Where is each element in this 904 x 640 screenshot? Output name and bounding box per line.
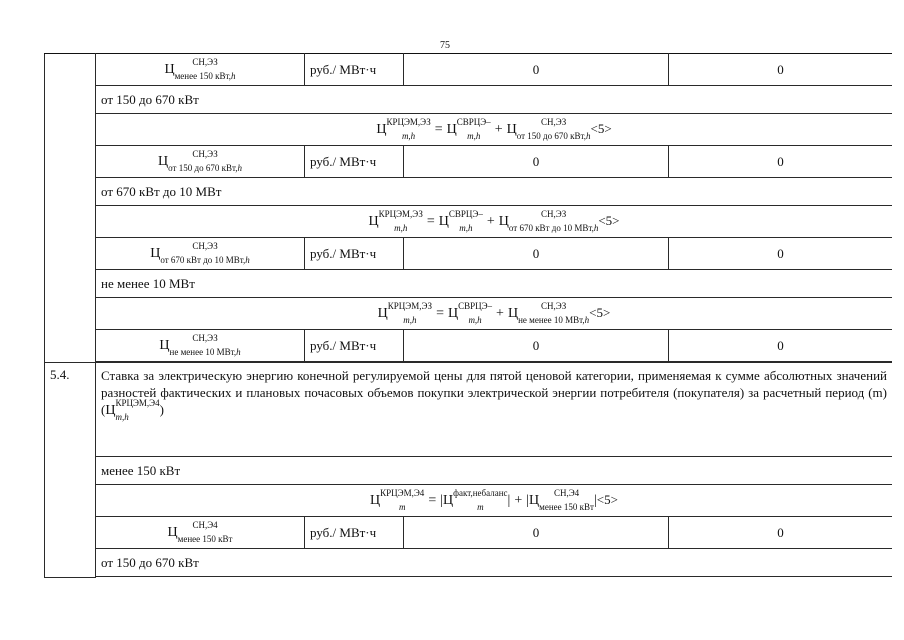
unit-cell: руб./ МВт·ч xyxy=(305,330,404,362)
formula-cell: Ц КРЦЭМ,ЭЗ m,h = Ц СВРЦЭ– m,h + Ц СН,ЭЗ от 670 кВт до 10 МВт,h <5> xyxy=(96,206,893,238)
rate-symbol: Ц СН,ЭЗ не менее 10 МВт,h xyxy=(159,332,241,357)
rate-name-cell xyxy=(96,54,305,86)
rate-name-cell xyxy=(96,146,305,178)
formula-cell: Ц КРЦЭМ,Э4 m = |Ц факт,небаланс m | + |Ц СН,Э4 менее 150 кВт |<5> xyxy=(96,485,893,517)
value-cell: 0 xyxy=(669,146,893,178)
value-cell: 0 xyxy=(404,517,669,549)
unit-cell: руб./ МВт·ч xyxy=(305,146,404,178)
rate-name-cell xyxy=(96,517,305,549)
formula-cell: Ц КРЦЭМ,ЭЗ m,h = Ц СВРЦЭ– m,h + Ц СН,ЭЗ не менее 10 МВт,h <5> xyxy=(96,298,893,330)
row-number-cell xyxy=(45,54,96,363)
range-heading: не менее 10 МВт xyxy=(96,270,893,298)
unit-cell: руб./ МВт·ч xyxy=(305,517,404,549)
value-cell: 0 xyxy=(404,54,669,86)
table-row xyxy=(45,363,893,457)
range-heading: от 670 кВт до 10 МВт xyxy=(96,178,893,206)
table-row xyxy=(45,178,893,206)
unit-cell: руб./ МВт·ч xyxy=(305,238,404,270)
tariff-table xyxy=(44,53,892,578)
table-row xyxy=(45,270,893,298)
value-cell: 0 xyxy=(404,146,669,178)
rate-name-cell xyxy=(96,330,305,362)
section-description: Ставка за электрическую энергию конечной регулируемой цены для пятой ценовой категории, применяемая к сумме абсолютных значений разностей фактических и плановых почасовых объемов покупки электрической энергии потребителя (покупателя) за расчетный период (m) (Ц КРЦЭМ,Э4 m,h ) xyxy=(96,363,893,457)
table-row xyxy=(45,206,893,238)
table-row xyxy=(45,517,893,549)
value-cell: 0 xyxy=(404,330,669,362)
table-row xyxy=(45,114,893,146)
value-cell: 0 xyxy=(669,517,893,549)
range-heading: менее 150 кВт xyxy=(96,457,893,485)
section-number: 5.4. xyxy=(45,363,96,578)
table-row xyxy=(45,238,893,270)
value-cell: 0 xyxy=(669,54,893,86)
table-row xyxy=(45,549,893,577)
rate-name-cell xyxy=(96,238,305,270)
value-cell: 0 xyxy=(669,330,893,362)
range-heading: от 150 до 670 кВт xyxy=(96,549,893,577)
value-cell: 0 xyxy=(669,238,893,270)
rate-symbol: Ц СН,ЭЗ от 670 кВт до 10 МВт,h xyxy=(150,240,250,265)
formula-cell: Ц КРЦЭМ,ЭЗ m,h = Ц СВРЦЭ– m,h + Ц СН,ЭЗ от 150 до 670 кВт,h <5> xyxy=(96,114,893,146)
page-number: 75 xyxy=(440,40,450,51)
table-row xyxy=(45,146,893,178)
table-row xyxy=(45,298,893,330)
value-cell: 0 xyxy=(404,238,669,270)
table-row xyxy=(45,457,893,485)
table-row xyxy=(45,86,893,114)
table-row xyxy=(45,54,893,86)
table-row xyxy=(45,577,893,578)
rate-symbol: Ц СН,ЭЗ от 150 до 670 кВт,h xyxy=(158,148,242,173)
rate-symbol: Ц СН,ЭЗ менее 150 кВт,h xyxy=(164,56,236,81)
table-row xyxy=(45,485,893,517)
range-heading: от 150 до 670 кВт xyxy=(96,86,893,114)
table-row xyxy=(45,330,893,362)
unit-cell: руб./ МВт·ч xyxy=(305,54,404,86)
rate-symbol: Ц СН,Э4 менее 150 кВт xyxy=(167,519,233,544)
